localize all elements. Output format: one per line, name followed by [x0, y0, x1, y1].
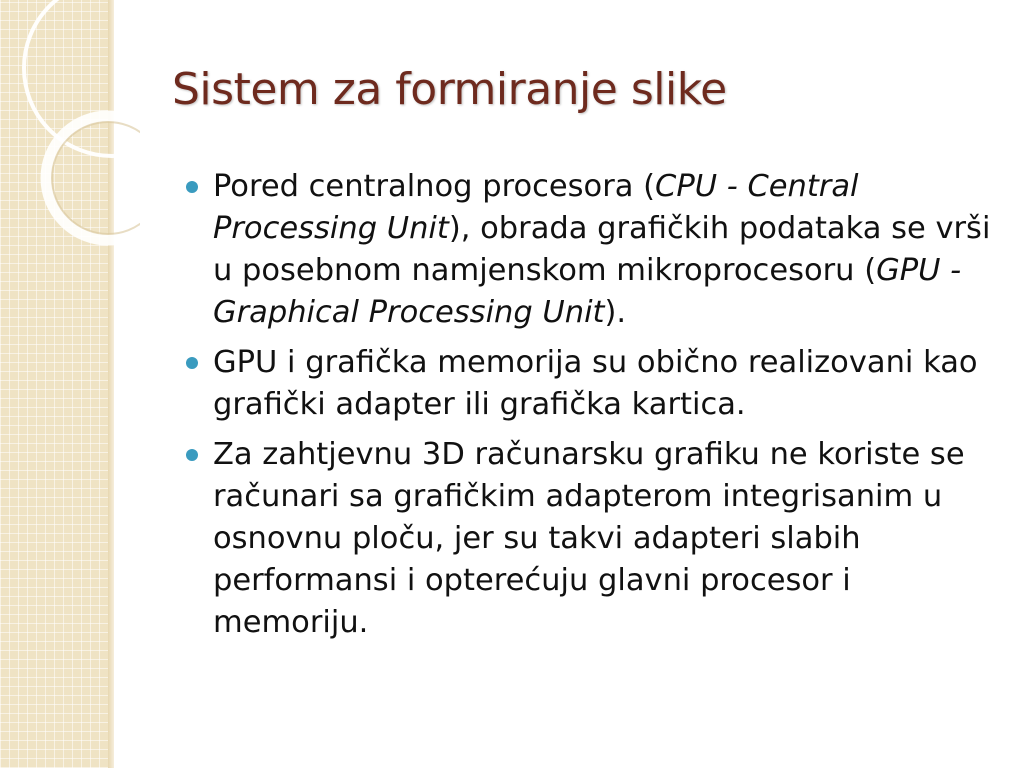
decorative-ring-top	[24, 0, 140, 156]
decorative-ring-bottom	[46, 116, 140, 240]
bullet-text-segment: Pored centralnog procesora (	[213, 169, 656, 204]
bullet-item-graphics-card	[186, 342, 998, 426]
decorative-circles	[0, 0, 140, 320]
bullet-text: Za zahtjevnu 3D računarsku grafiku ne koriste se računari sa grafičkim adapterom integrisanim u osnovnu ploču, jer su takvi adapteri slabih performansi i opterećuju glavni procesor i memoriju.	[213, 437, 965, 640]
bullet-dot-icon	[186, 449, 198, 461]
bullet-text-segment-italic: CPU - Central Processing Unit	[213, 169, 859, 246]
bullet-text-segment-italic: GPU - Graphical Processing Unit	[213, 253, 962, 330]
bullet-text: GPU i grafička memorija su obično realizovani kao grafički adapter ili grafička kartica.	[213, 345, 978, 422]
bullet-text-segment: ), obrada grafičkih podataka se vrši u posebnom namjenskom mikroprocesoru (	[213, 211, 991, 288]
bullet-dot-icon	[186, 357, 198, 369]
slide-title: Sistem za formiranje slike	[172, 64, 727, 115]
bullet-text	[213, 169, 990, 330]
bullet-item-3d-graphics	[186, 434, 998, 644]
bullet-item-cpu-gpu	[186, 166, 998, 334]
bullet-dot-icon	[186, 181, 198, 193]
bullet-text-segment: ).	[604, 295, 627, 330]
bullet-list	[186, 166, 998, 652]
